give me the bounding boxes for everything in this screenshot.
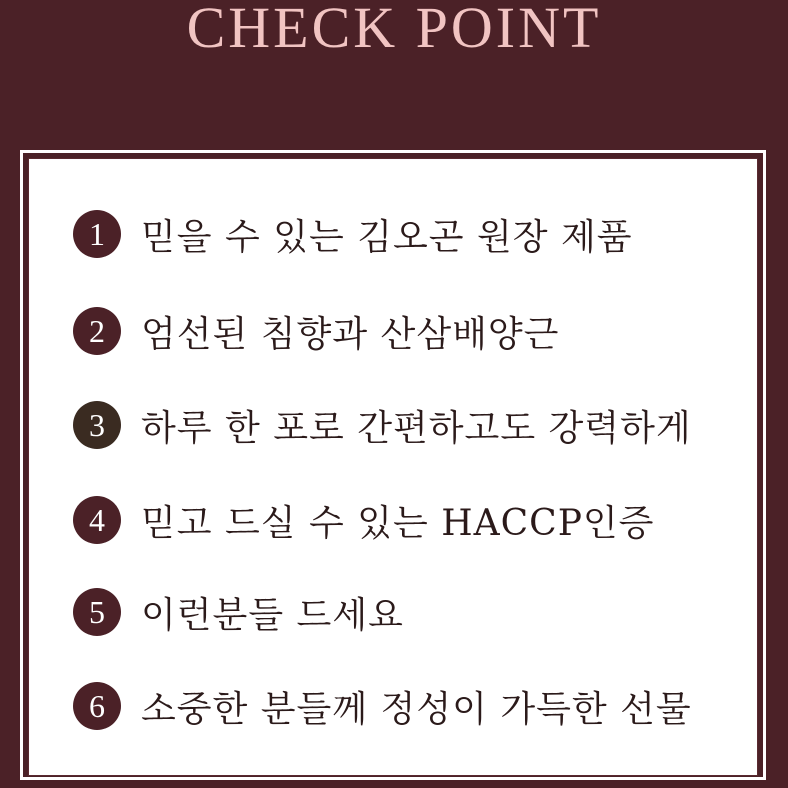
number-badge-5: 5 <box>73 588 121 636</box>
number-badge-2: 2 <box>73 307 121 355</box>
checklist <box>29 159 757 775</box>
checklist-text-3: 하루 한 포로 간편하고도 강력하게 <box>141 407 692 449</box>
number-badge-6: 6 <box>73 682 121 730</box>
checklist-item-6 <box>73 678 692 734</box>
number-badge-1: 1 <box>73 210 121 258</box>
checklist-item-3 <box>73 397 692 453</box>
checklist-panel <box>28 158 758 776</box>
checklist-text-1: 믿을 수 있는 김오곤 원장 제품 <box>141 216 633 258</box>
checklist-item-4 <box>73 492 654 548</box>
page-title: CHECK POINT <box>186 0 602 60</box>
checklist-text-4: 믿고 드실 수 있는 HACCP인증 <box>141 502 655 544</box>
number-badge-4: 4 <box>73 496 121 544</box>
checklist-text-2: 엄선된 침향과 산삼배양근 <box>141 313 560 355</box>
checklist-text-6: 소중한 분들께 정성이 가득한 선물 <box>141 688 692 730</box>
checklist-item-5 <box>73 584 404 640</box>
checklist-item-1 <box>73 206 633 262</box>
checklist-item-2 <box>73 303 559 359</box>
number-badge-3: 3 <box>73 401 121 449</box>
checklist-text-5: 이런분들 드세요 <box>141 594 404 636</box>
